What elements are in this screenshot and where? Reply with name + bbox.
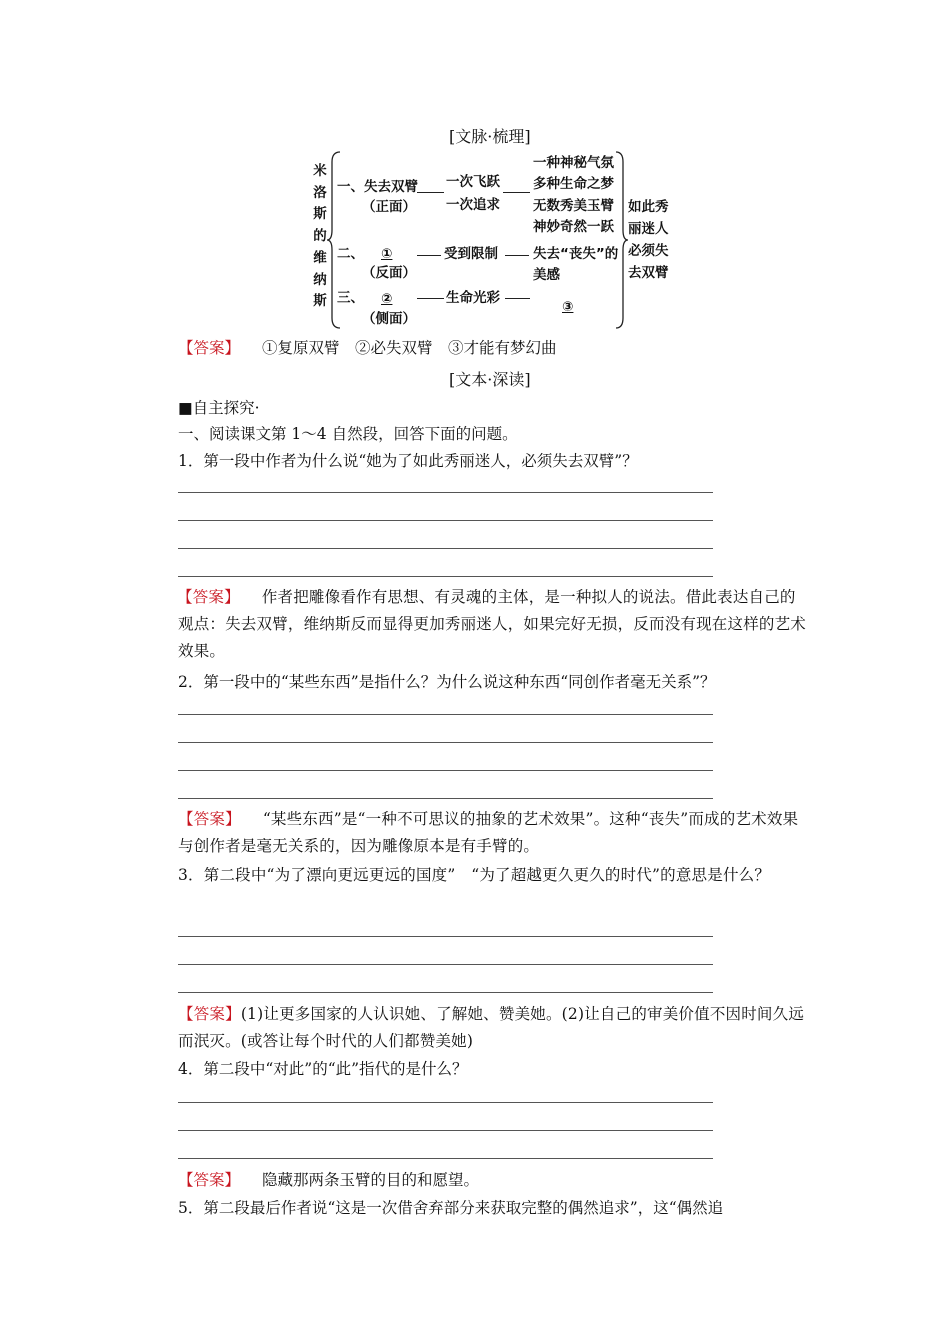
answer-line[interactable] xyxy=(178,936,713,937)
row3-connector-b xyxy=(505,298,530,299)
answer-line[interactable] xyxy=(178,520,713,521)
answer-4: 【答案】 隐藏那两条玉臂的目的和愿望。 xyxy=(178,1171,480,1189)
question-5: 5．第二段最后作者说“这是一次借舍弃部分来获取完整的偶然追求”，这“偶然追 xyxy=(178,1199,724,1217)
row3-blank-3: ③ xyxy=(562,299,574,315)
answer-line[interactable] xyxy=(178,548,713,549)
row1-connector-b xyxy=(503,192,530,193)
row1-mid-b: 一次追求 xyxy=(446,197,500,213)
row1-item-4: 神妙奇然一跃 xyxy=(533,219,614,235)
question-2: 2．第一段中的“某些东西”是指什么？为什么说这种东西“同创作者毫无关系”？ xyxy=(178,673,716,691)
question-1: 1．第一段中作者为什么说“她为了如此秀丽迷人，必须失去双臂”？ xyxy=(178,452,638,470)
row3-mid: 生命光彩 xyxy=(446,290,500,306)
answer-line[interactable] xyxy=(178,964,713,965)
row1-item-1: 一种神秘气氛 xyxy=(533,155,614,171)
conclusion-4: 去双臂 xyxy=(628,265,669,281)
question-4: 4．第二段中“对此”的“此”指代的是什么？ xyxy=(178,1060,468,1078)
answer-tag: 【答案】 xyxy=(178,339,241,357)
row2-connector-a xyxy=(417,255,441,256)
row2-right-a: 失去“丧失”的 xyxy=(533,246,619,262)
conclusion-1: 如此秀 xyxy=(628,199,669,215)
right-brace xyxy=(615,150,629,330)
row1-sub: （正面） xyxy=(362,199,416,215)
section-title-wenmai: [文脉·梳理] xyxy=(449,127,531,146)
answer-line[interactable] xyxy=(178,742,713,743)
instruction: 一、阅读课文第 1～4 自然段，回答下面的问题。 xyxy=(178,425,518,443)
row2-mid: 受到限制 xyxy=(444,246,498,262)
row3-sub: （侧面） xyxy=(362,311,416,327)
row2-label: 二、 xyxy=(337,246,364,262)
answer-line[interactable] xyxy=(178,1158,713,1159)
row3-connector-a xyxy=(417,298,444,299)
answer-line[interactable] xyxy=(178,1102,713,1103)
section-title-wenben: [文本·深读] xyxy=(449,370,531,389)
answer-1: 【答案】 作者把雕像看作有思想、有灵魂的主体，是一种拟人的说法。借此表达自己的观点：失去双臂，维纳斯反而显得更加秀丽迷人，如果完好无损，反而没有现在这样的艺术效果。 xyxy=(177,588,807,660)
answer-line[interactable] xyxy=(178,1130,713,1131)
heading-zizhu: ■自主探究· xyxy=(178,399,260,417)
answer-0: 【答案】 ①复原双臂 ②必失双臂 ③才能有梦幻曲 xyxy=(178,339,557,357)
row3-label: 三、 xyxy=(337,290,364,306)
row1-label: 一、失去双臂 xyxy=(337,179,418,195)
diagram-root: 米 洛 斯 的 维 纳 斯 xyxy=(313,163,327,310)
answer-3: 【答案】(1)让更多国家的人认识她、了解她、赞美她。(2)让自己的审美价值不因时间久远而泯灭。(或答让每个时代的人们都赞美她) xyxy=(178,1005,805,1050)
answer-line[interactable] xyxy=(178,798,713,799)
row2-blank: ① xyxy=(381,246,393,262)
row3-blank: ② xyxy=(381,291,393,307)
row1-connector-a xyxy=(417,192,444,193)
answer-line[interactable] xyxy=(178,492,713,493)
row2-sub: （反面） xyxy=(362,265,416,281)
conclusion-3: 必须失 xyxy=(628,243,669,259)
answer-line[interactable] xyxy=(178,992,713,993)
question-3: 3．第二段中“为了漂向更远更远的国度” “为了超越更久更久的时代”的意思是什么？ xyxy=(178,866,771,884)
conclusion-2: 丽迷人 xyxy=(628,221,669,237)
answer-2: 【答案】 “某些东西”是“一种不可思议的抽象的艺术效果”。这种“丧失”而成的艺术效果与创作者是毫无关系的，因为雕像原本是有手臂的。 xyxy=(178,810,799,855)
row1-item-3: 无数秀美玉臂 xyxy=(533,198,614,214)
answer-line[interactable] xyxy=(178,576,713,577)
row2-right-b: 美感 xyxy=(533,267,560,283)
row2-connector-b xyxy=(505,255,529,256)
answer-line[interactable] xyxy=(178,770,713,771)
row1-item-2: 多种生命之梦 xyxy=(533,176,614,192)
answer-line[interactable] xyxy=(178,714,713,715)
row1-mid-a: 一次飞跃 xyxy=(446,174,500,190)
